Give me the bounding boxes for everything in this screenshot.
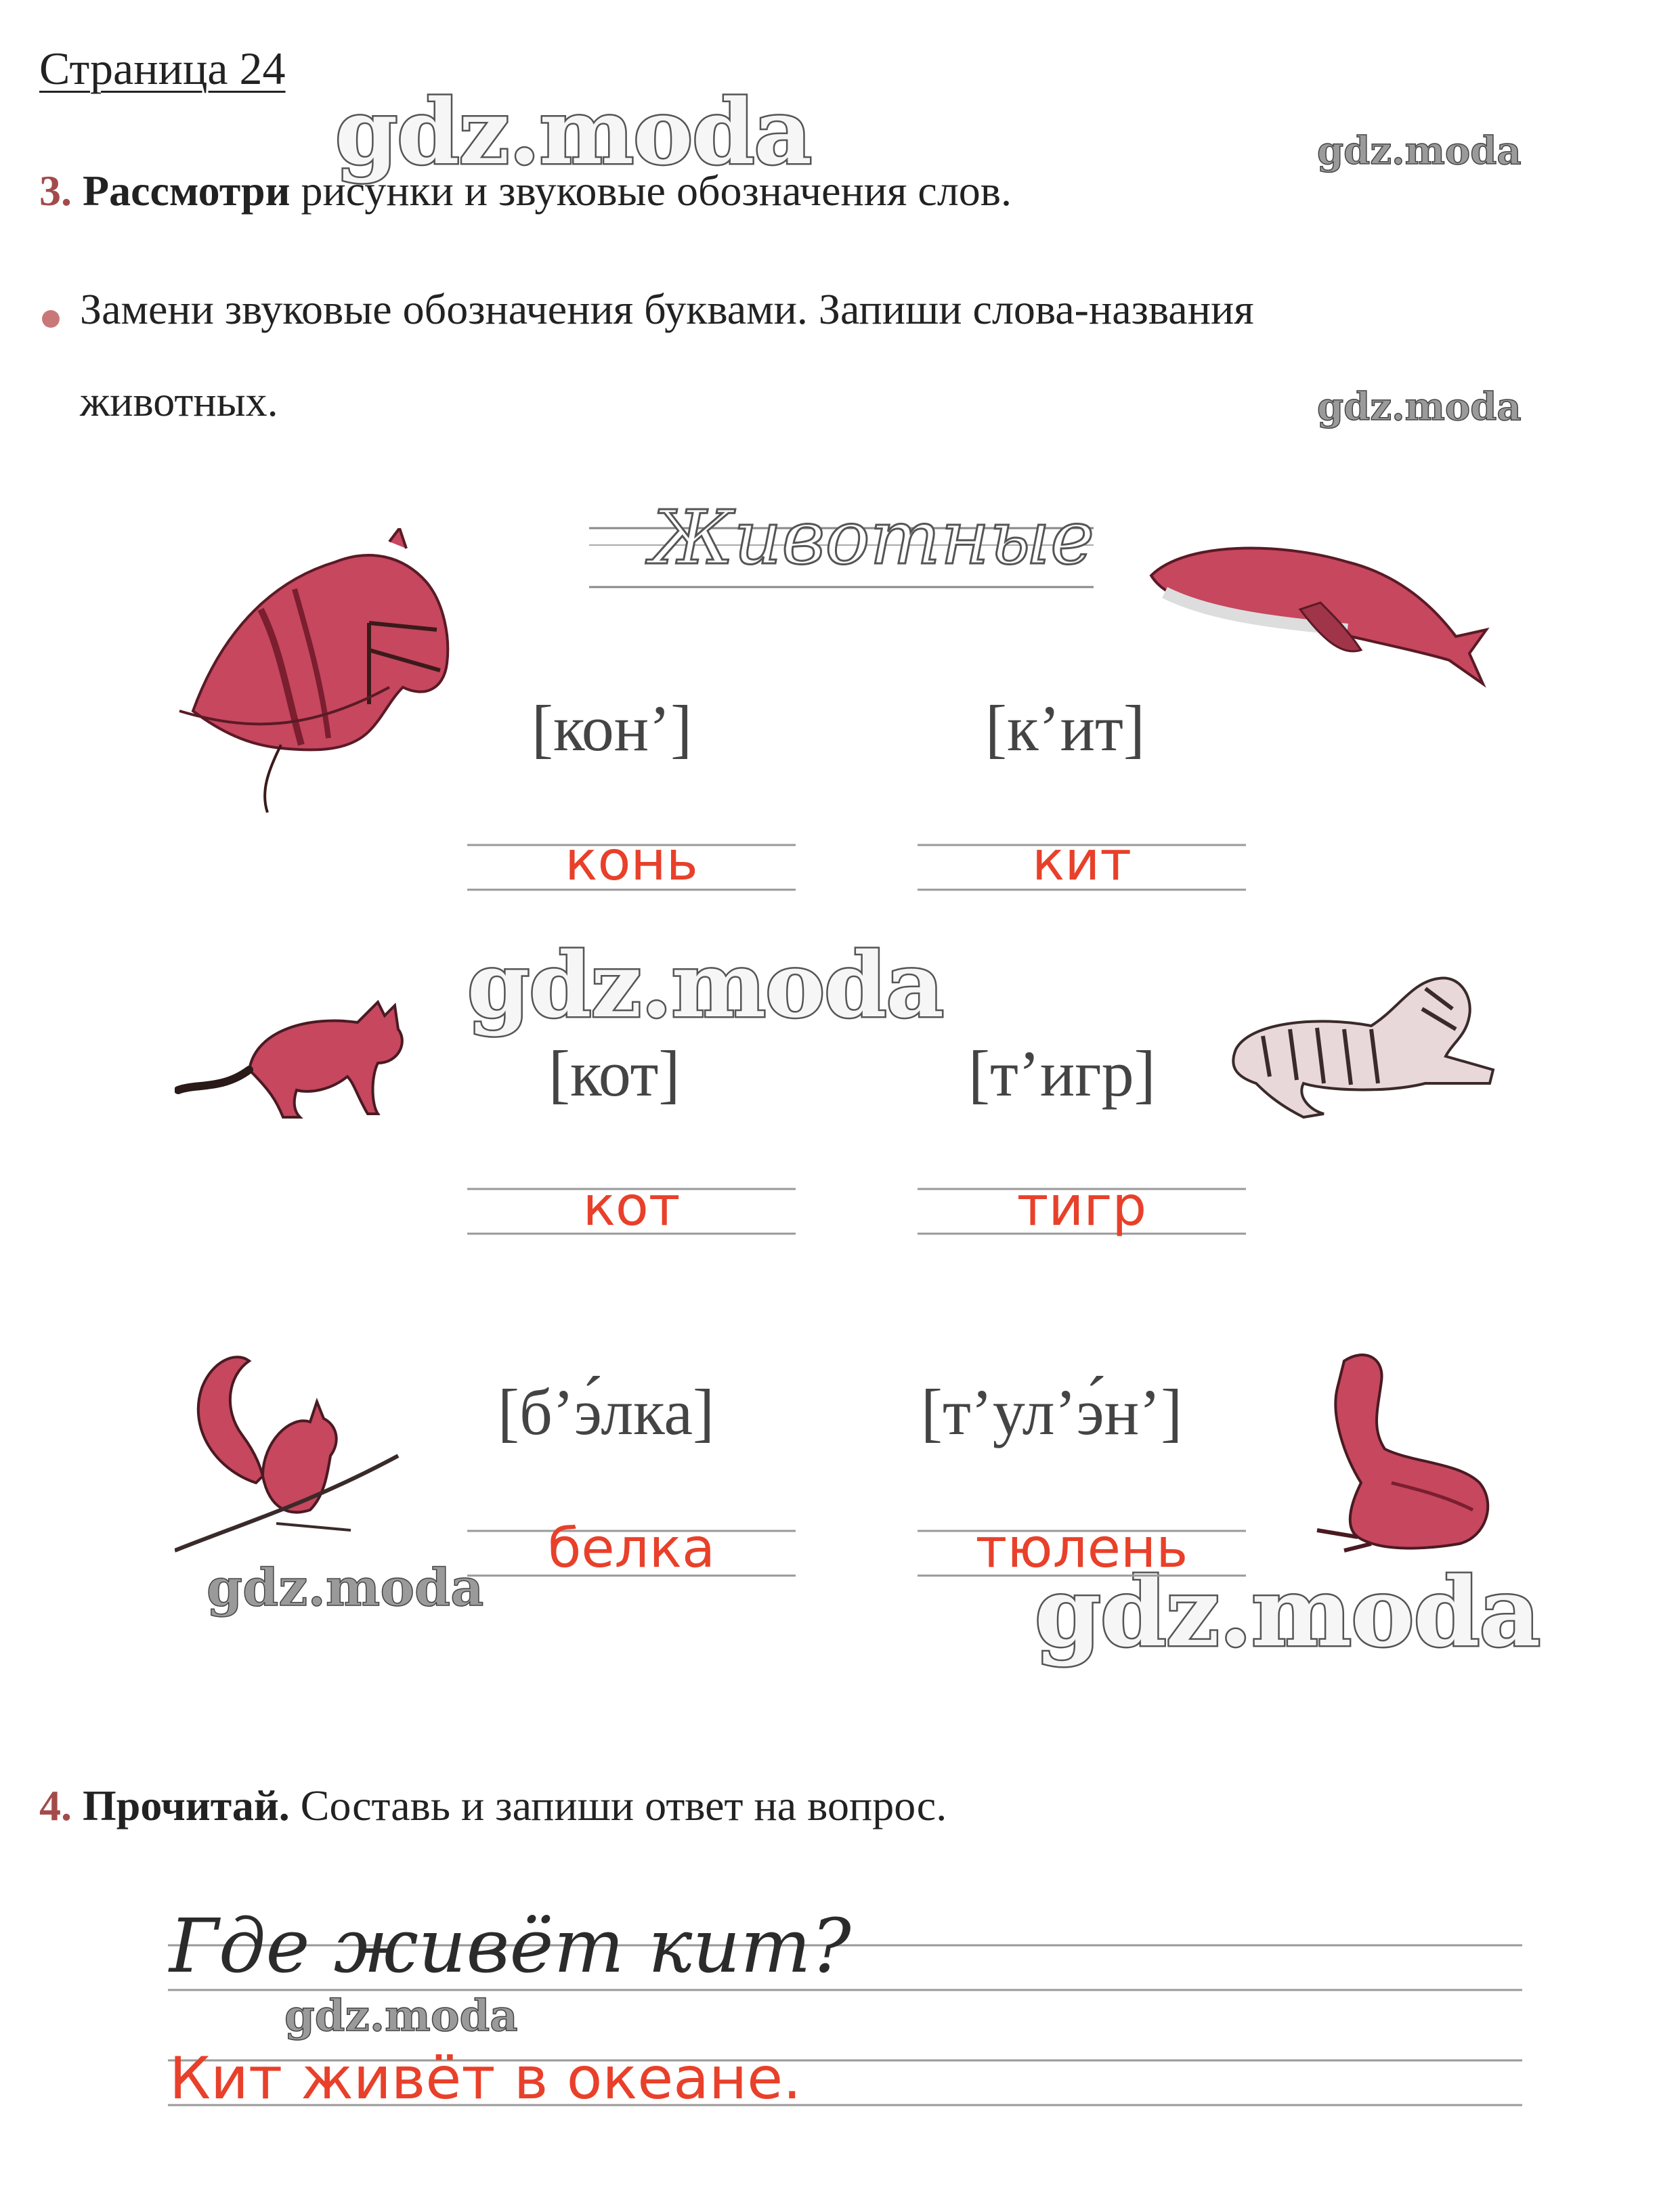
- bullet-dot: [42, 310, 60, 328]
- sound-notation: [т’игр]: [968, 1037, 1156, 1110]
- watermark: gdz.moda: [1317, 129, 1522, 173]
- heading-animals: Животные: [650, 494, 1095, 581]
- watermark: gdz.moda: [335, 80, 812, 185]
- watermark: gdz.moda: [207, 1557, 484, 1618]
- task4-verb: Прочитай.: [83, 1781, 290, 1830]
- horse-illustration: [166, 528, 460, 819]
- answer-word: белка: [547, 1517, 716, 1580]
- sound-notation: [кот]: [548, 1037, 681, 1110]
- bullet-line-2: животных.: [80, 377, 278, 425]
- sound-notation: [т’ул’э́н’]: [921, 1376, 1183, 1448]
- task3-verb: Рассмотри: [83, 167, 290, 215]
- tiger-illustration: [1222, 968, 1507, 1124]
- task4-number: 4.: [39, 1781, 72, 1830]
- task3-text: рисунки и звуковые обозначения слов.: [290, 167, 1012, 215]
- bullet-line-1: Замени звуковые обозначения буквами. Запиши слова-названия: [80, 285, 1254, 333]
- watermark: gdz.moda: [284, 1991, 518, 2041]
- watermark: gdz.moda: [1035, 1557, 1541, 1668]
- watermark: gdz.moda: [1317, 385, 1522, 429]
- task4-instruction: [39, 1781, 947, 1831]
- whale-illustration: [1144, 535, 1496, 691]
- page-title: Страница 24: [39, 43, 286, 94]
- answer-word: тюлень: [975, 1517, 1188, 1580]
- answer-word: кот: [582, 1175, 681, 1238]
- question-cursive: Где живёт кит?: [169, 1903, 851, 1989]
- watermark: gdz.moda: [467, 933, 944, 1038]
- answer-word: кит: [1032, 829, 1132, 892]
- sound-notation: [кон’]: [532, 692, 693, 764]
- task4-text: Составь и запиши ответ на вопрос.: [289, 1781, 947, 1830]
- sound-notation: [б’э́лка]: [498, 1376, 714, 1448]
- task3-instruction: [39, 166, 1012, 216]
- sound-notation: [к’ит]: [985, 692, 1145, 764]
- answer-sentence: Кит живёт в океане.: [169, 2045, 802, 2113]
- cat-illustration: [175, 975, 425, 1124]
- answer-word: тигр: [1016, 1175, 1147, 1238]
- task3-number: 3.: [39, 167, 72, 215]
- seal-illustration: [1304, 1347, 1520, 1557]
- squirrel-illustration: [175, 1347, 405, 1557]
- answer-word: конь: [565, 829, 698, 892]
